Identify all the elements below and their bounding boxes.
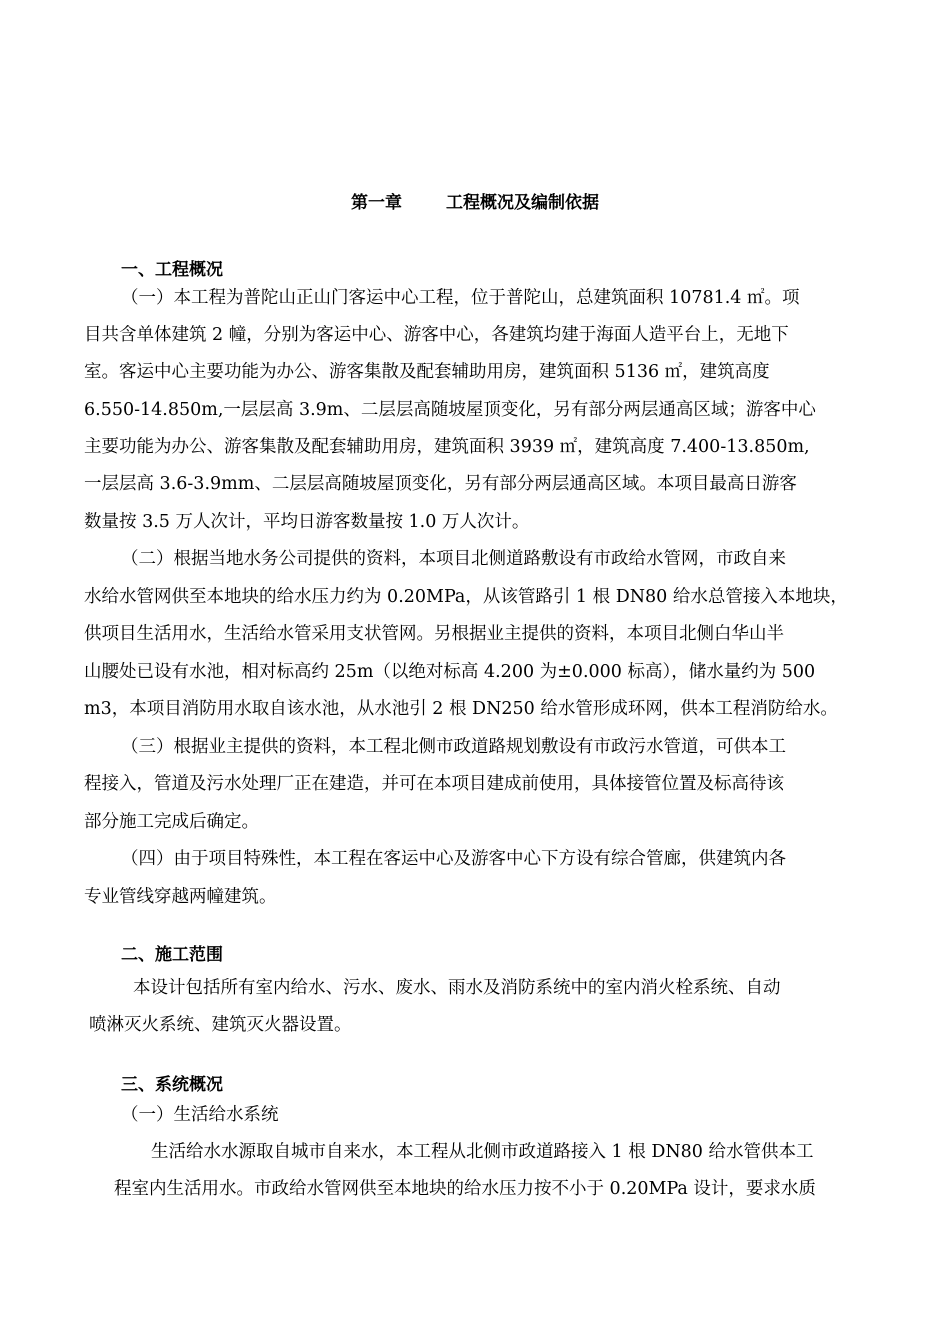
section-heading-scope: 二、施工范围	[121, 945, 223, 965]
paragraph-line: 6.550-14.850m,一层层高 3.9m、二层层高随坡屋顶变化，另有部分两层通高区域；游客中心	[84, 400, 816, 420]
section-heading-overview: 一、工程概况	[121, 260, 223, 280]
chapter-title	[0, 188, 950, 213]
paragraph-line: 水给水管网供至本地块的给水压力约为 0.20MPa，从该管路引 1 根 DN80 给水总管接入本地块，	[84, 587, 848, 607]
chapter-number: 第一章	[351, 193, 402, 213]
paragraph-line: 室。客运中心主要功能为办公、游客集散及配套辅助用房，建筑面积 5136 ㎡，建筑高度	[84, 362, 770, 382]
paragraph-line: 生活给水水源取自城市自来水，本工程从北侧市政道路接入 1 根 DN80 给水管供本工	[151, 1142, 814, 1162]
paragraph-line: 程室内生活用水。市政给水管网供至本地块的给水压力按不小于 0.20MPa 设计，要求水质	[114, 1179, 816, 1199]
paragraph-line: 目共含单体建筑 2 幢，分别为客运中心、游客中心，各建筑均建于海面人造平台上，无地下	[84, 325, 789, 345]
paragraph-line: 部分施工完成后确定。	[84, 812, 259, 832]
paragraph-line: 主要功能为办公、游客集散及配套辅助用房，建筑面积 3939 ㎡，建筑高度 7.400-13.850m,	[84, 437, 810, 457]
paragraph-line: 山腰处已设有水池，相对标高约 25m（以绝对标高 4.200 为±0.000 标高），储水量约为 500	[84, 662, 816, 682]
paragraph-line: （四）由于项目特殊性，本工程在客运中心及游客中心下方设有综合管廊，供建筑内各	[121, 849, 786, 869]
paragraph-line: 数量按 3.5 万人次计，平均日游客数量按 1.0 万人次计。	[84, 512, 530, 532]
paragraph-line: 程接入，管道及污水处理厂正在建造，并可在本项目建成前使用，具体接管位置及标高待该	[84, 774, 784, 794]
paragraph-line: （一）本工程为普陀山正山门客运中心工程，位于普陀山，总建筑面积 10781.4 ㎡。项	[121, 288, 800, 308]
paragraph-line: （三）根据业主提供的资料，本工程北侧市政道路规划敷设有市政污水管道，可供本工	[121, 737, 786, 757]
paragraph-line: m3，本项目消防用水取自该水池，从水池引 2 根 DN250 给水管形成环网，供本工程消防给水。	[84, 699, 838, 719]
chapter-name: 工程概况及编制依据	[446, 193, 599, 213]
subsection-heading: （一）生活给水系统	[121, 1105, 279, 1125]
paragraph-line: 专业管线穿越两幢建筑。	[84, 887, 277, 907]
paragraph-line: 本设计包括所有室内给水、污水、废水、雨水及消防系统中的室内消火栓系统、自动	[133, 978, 781, 998]
paragraph-line: 供项目生活用水，生活给水管采用支状管网。另根据业主提供的资料，本项目北侧白华山半	[84, 624, 784, 644]
section-heading-systems: 三、系统概况	[121, 1075, 223, 1095]
paragraph-line: 一层层高 3.6-3.9mm、二层层高随坡屋顶变化，另有部分两层通高区域。本项目最高日游客	[84, 474, 797, 494]
paragraph-line: 喷淋灭火系统、建筑灭火器设置。	[89, 1015, 352, 1035]
paragraph-line: （二）根据当地水务公司提供的资料，本项目北侧道路敷设有市政给水管网，市政自来	[121, 549, 786, 569]
